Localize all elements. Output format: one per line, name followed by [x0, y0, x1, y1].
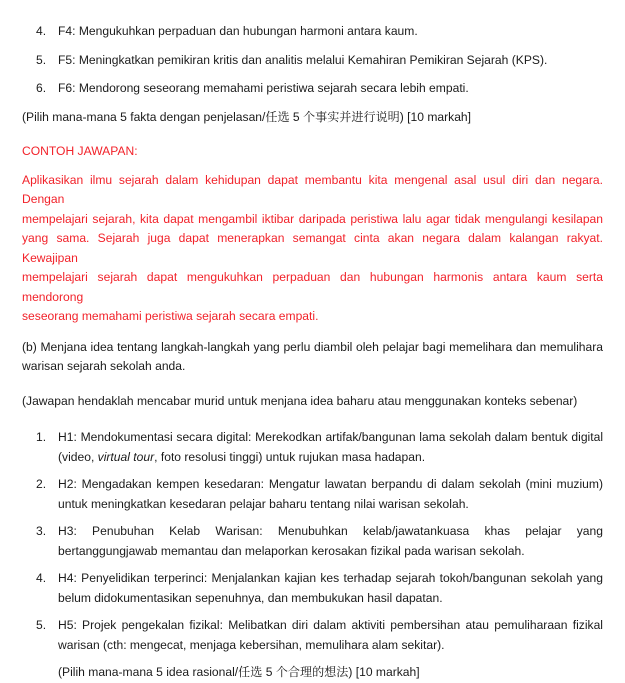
list-item	[22, 475, 603, 514]
idea-4-line-1: H4: Penyelidikan terperinci: Menjalankan kajian kes terhadap sejarah tokoh/bangunan sekolah yang	[58, 571, 603, 585]
idea-4-line-2: belum didokumentasikan sepenuhnya, dan membukukan hasil dapatan.	[58, 590, 443, 605]
list-item	[22, 428, 603, 467]
idea-3-line-1: H3: Penubuhan Kelab Warisan: Menubuhkan kelab/jawatankuasa khas pelajar yang	[58, 524, 603, 538]
idea-2-line-1: H2: Mengadakan kempen kesedaran: Mengatur lawatan berpandu di dalam sekolah (mini muzium)	[58, 477, 603, 491]
list-item-text	[58, 569, 603, 608]
sample-answer-line-4: mempelajari sejarah dapat mengukuhkan perpaduan dan hubungan harmonis antara kaum serta mendorong	[22, 270, 603, 304]
sample-answer-body	[22, 171, 603, 327]
list-marker: 4.	[36, 571, 47, 585]
list-marker: 4.	[36, 24, 47, 38]
idea-5-line-2: warisan (cth: mengecat, menjaga kebersihan, memulihara alam sekitar).	[58, 637, 445, 652]
list-item-text: F6: Mendorong seseorang memahami peristiwa sejarah secara lebih empati.	[58, 81, 469, 95]
idea-2-line-2: untuk meningkatkan kesedaran pelajar baharu tentang nilai warisan sekolah.	[58, 496, 469, 511]
spacer	[22, 420, 603, 426]
list-marker: 5.	[36, 618, 47, 632]
list-marker: 2.	[36, 477, 47, 491]
list-item-text	[58, 475, 603, 514]
list-item	[22, 569, 603, 608]
sample-answer-line-1: Aplikasikan ilmu sejarah dalam kehidupan dapat membantu kita mengenal asal usul diri dan negara. Dengan	[22, 172, 603, 206]
idea-1-line-1: H1: Mendokumentasi secara digital: Merekodkan artifak/bangunan lama sekolah dalam bentuk digital	[58, 430, 603, 444]
sample-answer-line-5: seseorang memahami peristiwa sejarah secara empati.	[22, 309, 319, 323]
ideas-instruction: (Pilih mana-mana 5 idea rasional/任选 5 个合理的想法) [10 markah]	[58, 665, 420, 679]
list-marker: 6.	[36, 81, 47, 95]
list-item-text	[58, 616, 603, 655]
idea-1-line-2-pre: (video,	[58, 449, 98, 464]
list-item	[22, 22, 603, 42]
list-marker: 3.	[36, 524, 47, 538]
list-item	[22, 522, 603, 561]
list-item-text	[58, 428, 603, 467]
facts-instruction: (Pilih mana-mana 5 fakta dengan penjelasan/任选 5 个事实并进行说明) [10 markah]	[22, 109, 472, 124]
facts-list	[22, 22, 603, 99]
idea-3-line-2: bertanggungjawab memantau dan melaporkan kerosakan fizikal pada warisan sekolah.	[58, 543, 525, 558]
list-item-text: F5: Meningkatkan pemikiran kritis dan analitis melalui Kemahiran Pemikiran Sejarah (KPS).	[58, 52, 548, 67]
list-marker: 1.	[36, 430, 47, 444]
sample-answer-line-3: yang sama. Sejarah juga dapat menerapkan semangat cinta akan negara dalam kalangan rakyat. Kewajipan	[22, 231, 603, 265]
list-item-text	[58, 522, 603, 561]
question-b	[22, 338, 603, 377]
question-b-line-1: (b) Menjana idea tentang langkah-langkah yang perlu diambil oleh pelajar bagi memelihara dan memulihara	[22, 339, 603, 354]
ideas-list	[22, 428, 603, 655]
list-item	[22, 79, 603, 99]
sample-answer-heading: CONTOH JAWAPAN:	[22, 144, 138, 158]
idea-1-line-2	[58, 448, 603, 468]
idea-1-line-2-post: , foto resolusi tinggi) untuk rujukan masa hadapan.	[154, 449, 426, 464]
question-b-line-2: warisan sejarah sekolah anda.	[22, 359, 186, 373]
list-item	[22, 616, 603, 655]
list-item-text: F4: Mengukuhkan perpaduan dan hubungan harmoni antara kaum.	[58, 24, 418, 38]
idea-5-line-1: H5: Projek pengekalan fizikal: Melibatkan diri dalam aktiviti pembersihan atau pemuliharaan fizikal	[58, 618, 603, 632]
question-b-note: (Jawapan hendaklah mencabar murid untuk menjana idea baharu atau menggunakan konteks sebenar)	[22, 393, 578, 408]
list-item	[22, 51, 603, 71]
list-marker: 5.	[36, 52, 47, 67]
sample-answer-line-2: mempelajari sejarah, kita dapat mengambil iktibar daripada peristiwa lalu agar tidak mengulangi kesilapan	[22, 211, 603, 226]
idea-1-italic-term: virtual tour	[97, 449, 155, 464]
